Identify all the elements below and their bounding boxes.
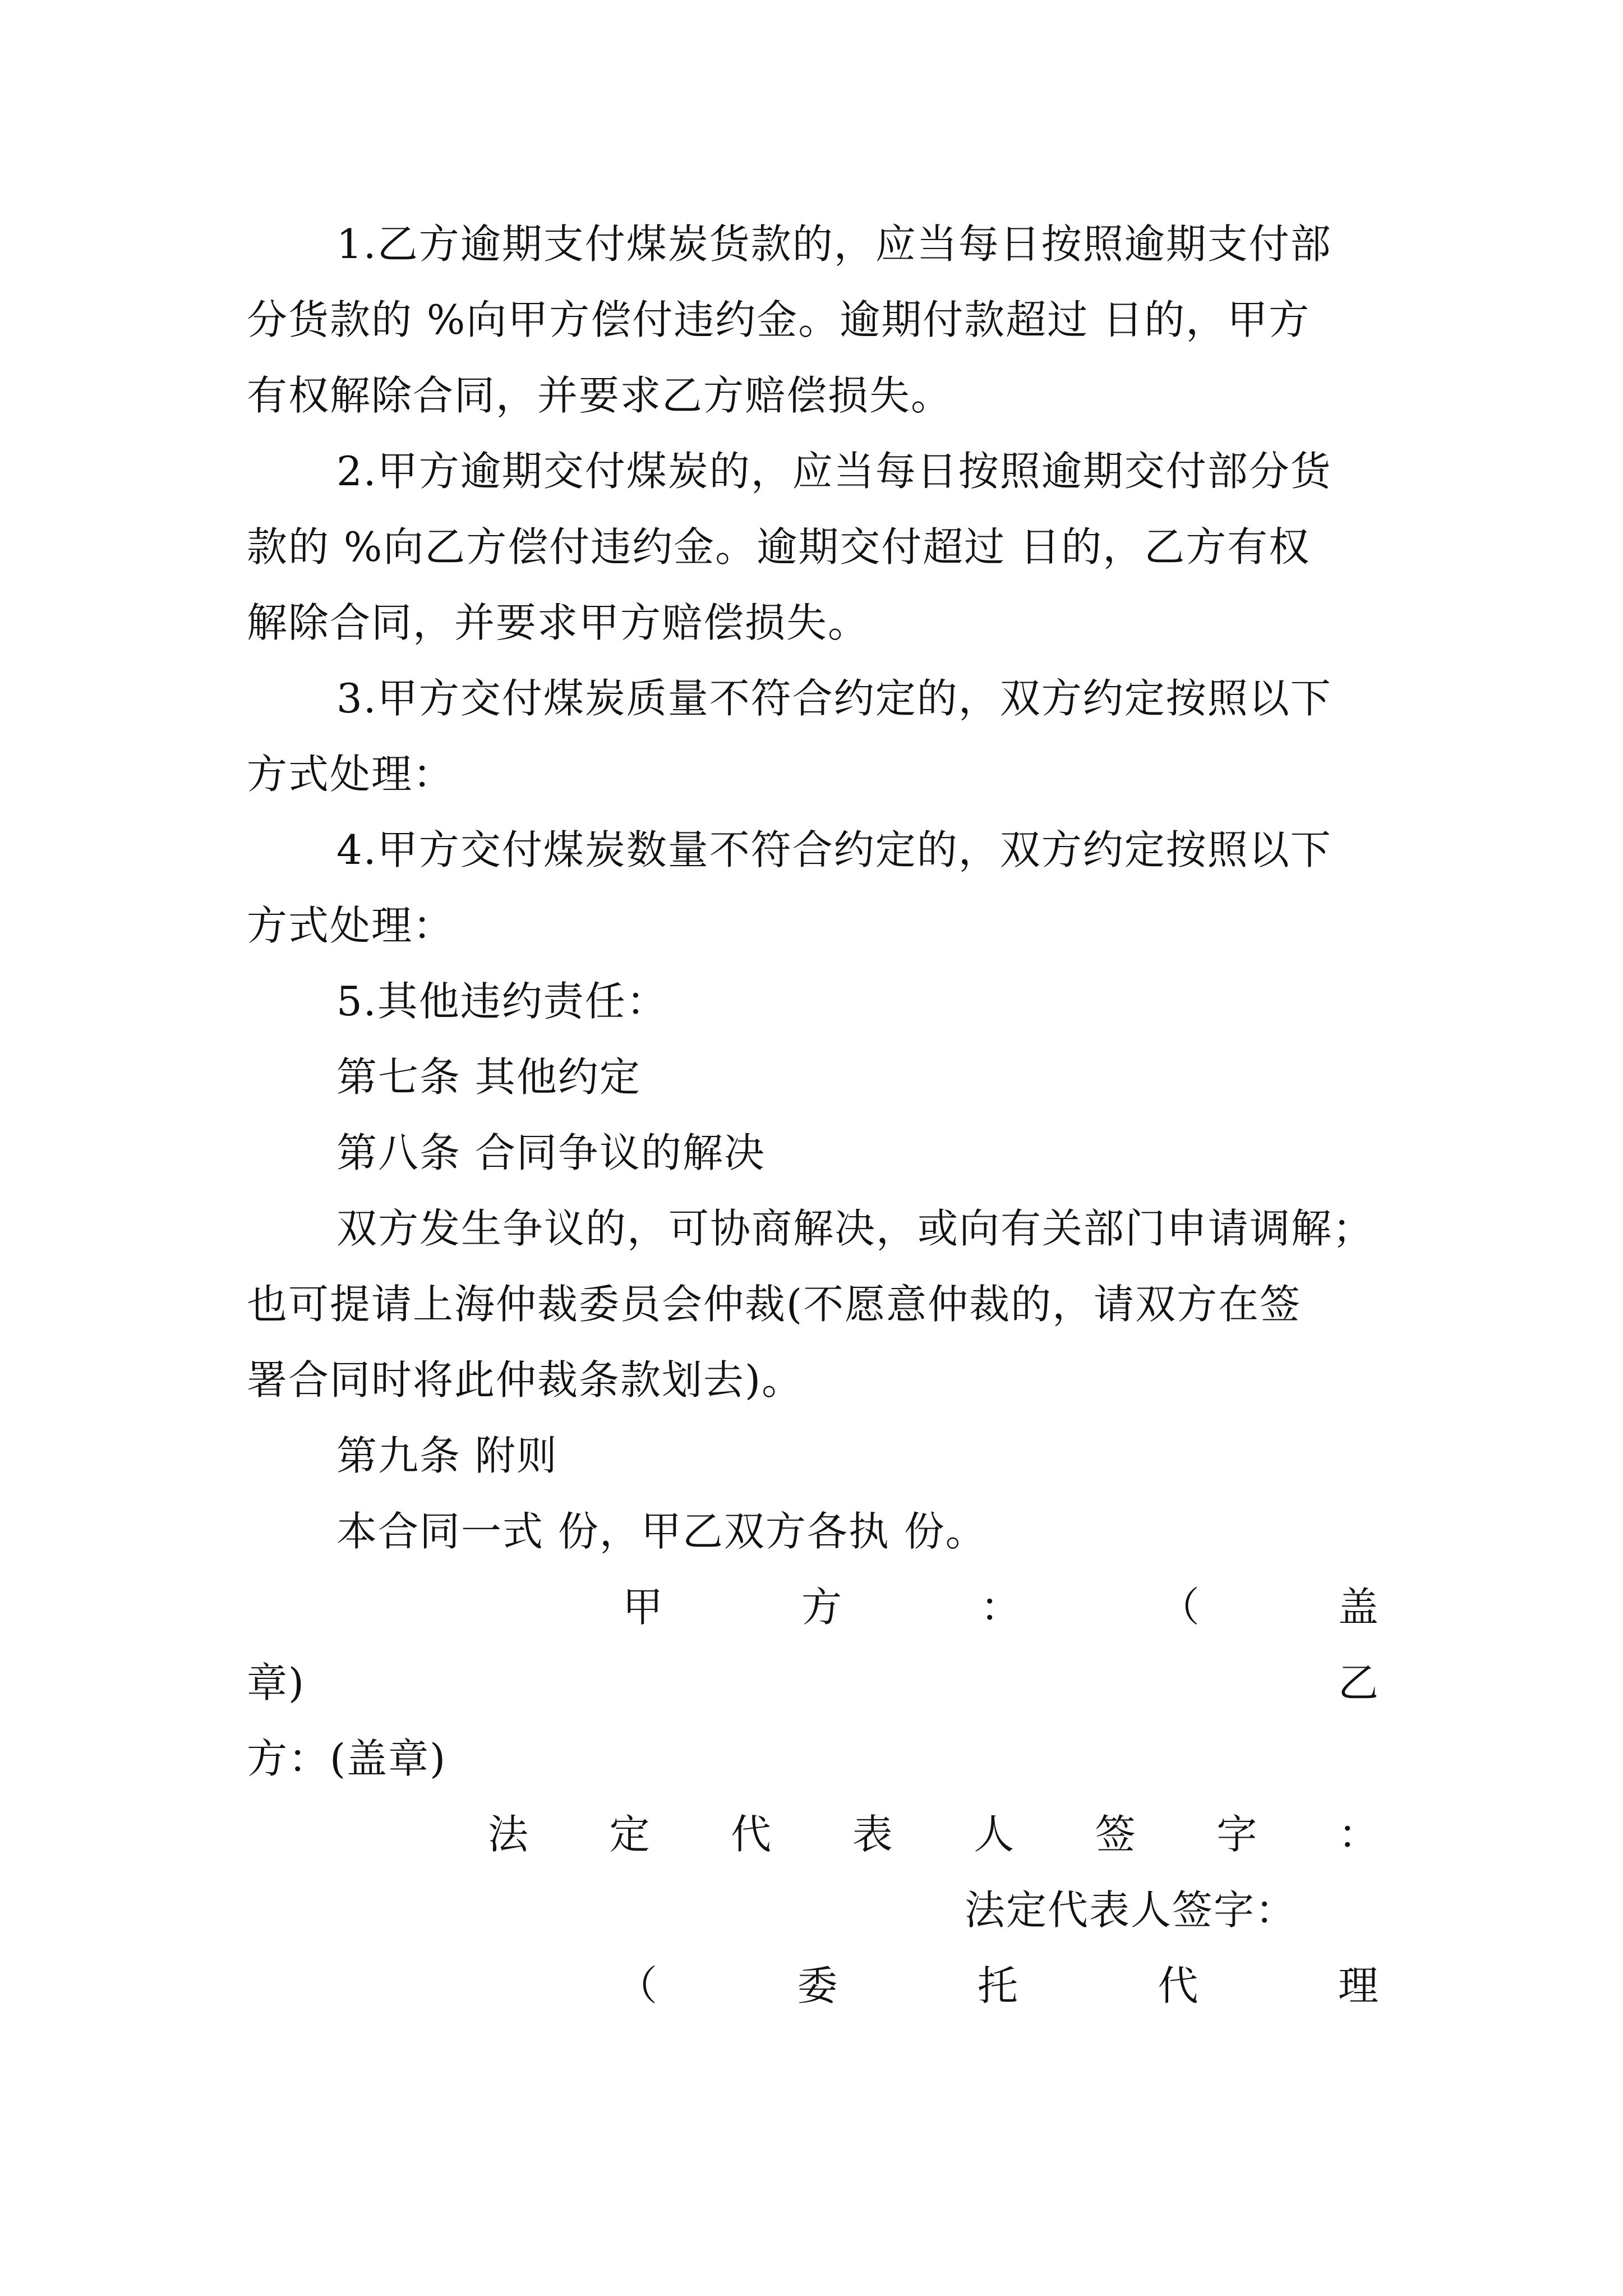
- party-a-char: ：: [980, 1584, 1022, 1631]
- party-b-seal: 方：(盖章): [247, 1735, 447, 1782]
- clause-3-line-2: 方式处理：: [247, 751, 455, 798]
- clause-5: 5.其他违约责任：: [336, 978, 668, 1025]
- party-a-seal-cont-line: [247, 1646, 1380, 1719]
- legal-rep-char: 字: [1216, 1811, 1258, 1858]
- legal-rep-char: 人: [974, 1811, 1016, 1858]
- agent-char: 代: [1158, 1962, 1200, 2009]
- article-7-heading: 第七条 其他约定: [336, 1053, 641, 1101]
- dispute-line-3: 署合同时将此仲裁条款划去)。: [247, 1356, 804, 1404]
- legal-rep-char: 定: [609, 1811, 651, 1858]
- clause-1-line-1: 1.乙方逾期支付煤炭货款的，应当每日按照逾期支付部: [336, 220, 1332, 268]
- party-a-char: 盖: [1338, 1584, 1380, 1631]
- clause-3-line-1: 3.甲方交付煤炭质量不符合约定的，双方约定按照以下: [336, 675, 1332, 722]
- party-b-head: 乙: [1338, 1659, 1380, 1706]
- legal-rep-char: 签: [1095, 1811, 1137, 1858]
- article-9-heading: 第九条 附则: [336, 1432, 558, 1479]
- clause-1-line-3: 有权解除合同，并要求乙方赔偿损失。: [247, 372, 953, 419]
- dispute-line-2: 也可提请上海仲裁委员会仲裁(不愿意仲裁的，请双方在签: [247, 1281, 1302, 1328]
- dispute-line-1: 双方发生争议的，可协商解决，或向有关部门申请调解；: [336, 1205, 1375, 1252]
- article-8-heading: 第八条 合同争议的解决: [336, 1129, 766, 1176]
- agent-char: 托: [977, 1962, 1019, 2009]
- legal-rep-sign-b: 法定代表人签字：: [965, 1887, 1297, 1934]
- legal-rep-char: ：: [1338, 1811, 1380, 1858]
- agent-char: （: [617, 1962, 659, 2009]
- agent-char: 理: [1338, 1962, 1380, 2009]
- clause-2-line-1: 2.甲方逾期交付煤炭的，应当每日按照逾期交付部分货: [336, 448, 1332, 495]
- clause-2-line-3: 解除合同，并要求甲方赔偿损失。: [247, 599, 870, 646]
- legal-rep-char: 表: [852, 1811, 894, 1858]
- party-a-char: 方: [801, 1584, 843, 1631]
- clause-2-line-2: 款的 %向乙方偿付违约金。逾期交付超过 日的，乙方有权: [247, 523, 1311, 570]
- clause-4-line-2: 方式处理：: [247, 902, 455, 949]
- party-a-seal-cont: 章): [247, 1659, 306, 1706]
- copies-statement: 本合同一式 份，甲乙双方各执 份。: [336, 1508, 987, 1555]
- party-a-seal-line: [623, 1571, 1380, 1644]
- legal-rep-char: 法: [488, 1811, 530, 1858]
- party-a-char: （: [1159, 1584, 1201, 1631]
- agent-line: [617, 1949, 1380, 2022]
- clause-4-line-1: 4.甲方交付煤炭数量不符合约定的，双方约定按照以下: [336, 826, 1332, 873]
- agent-char: 委: [797, 1962, 839, 2009]
- legal-rep-char: 代: [731, 1811, 773, 1858]
- party-a-char: 甲: [623, 1584, 665, 1631]
- clause-1-line-2: 分货款的 %向甲方偿付违约金。逾期付款超过 日的，甲方: [247, 296, 1311, 343]
- legal-rep-sign-line-a: [488, 1798, 1380, 1871]
